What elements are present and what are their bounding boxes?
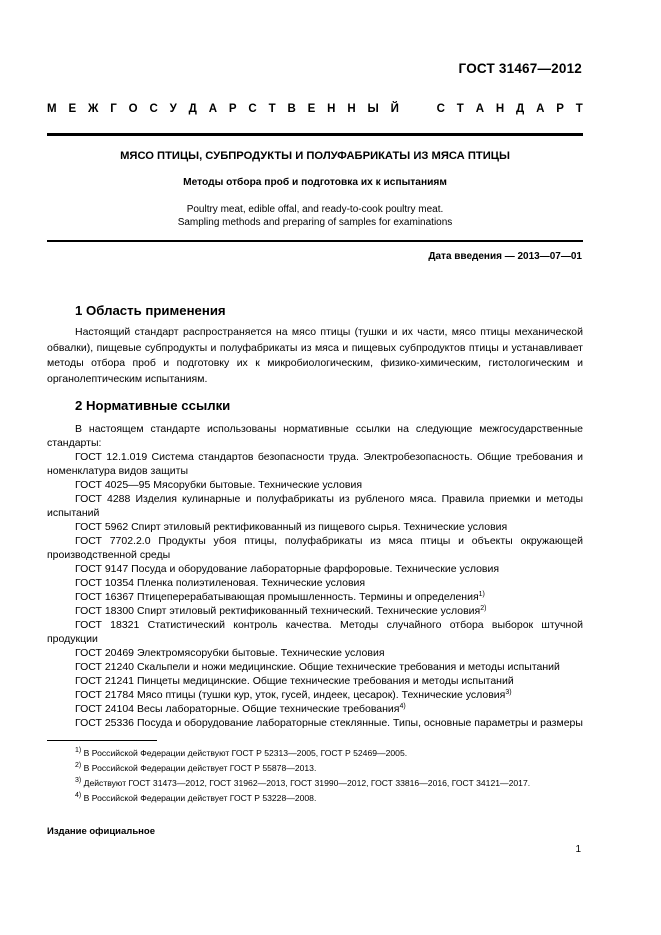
footnote-mark: 4) xyxy=(75,792,82,799)
reference-text: ГОСТ 4288 Изделия кулинарные и полуфабрикаты из рубленого мяса. Правила приемки и методы испытаний xyxy=(47,493,583,519)
footnote-mark: 4) xyxy=(399,703,406,710)
reference-item xyxy=(47,422,583,450)
banner-letter: Д xyxy=(516,103,525,115)
banner-letter: А xyxy=(208,103,218,115)
footnote-mark: 2) xyxy=(480,605,487,612)
banner-letter: Й xyxy=(390,103,399,115)
title-rule xyxy=(47,240,583,242)
banner-letter: Т xyxy=(575,103,583,115)
banner-letter: Р xyxy=(228,103,237,115)
banner-letter: Н xyxy=(327,103,336,115)
intro-date: Дата введения — 2013—07—01 xyxy=(428,251,582,262)
reference-item xyxy=(47,618,583,646)
reference-item xyxy=(47,478,583,492)
banner-letter: Д xyxy=(188,103,197,115)
reference-text: ГОСТ 16367 Птицеперерабатывающая промышленность. Термины и определения xyxy=(75,591,479,603)
reference-text: ГОСТ 25336 Посуда и оборудование лабораторные стеклянные. Типы, основные параметры и размеры xyxy=(75,717,583,729)
footnote-mark: 2) xyxy=(75,762,82,769)
footnote-item xyxy=(75,791,595,806)
footnote-mark: 1) xyxy=(478,591,485,598)
banner-letter: А xyxy=(536,103,545,115)
footnote-mark: 3) xyxy=(505,689,512,696)
banner-letter: О xyxy=(128,103,138,115)
reference-text: В настоящем стандарте использованы нормативные ссылки на следующие межгосударственные стандарты: xyxy=(47,423,583,449)
reference-item xyxy=(47,660,583,674)
reference-item xyxy=(47,450,583,478)
doc-subtitle: Методы отбора проб и подготовка их к испытаниям xyxy=(183,177,447,188)
banner-letter: А xyxy=(475,103,484,115)
banner-letter: Н xyxy=(347,103,356,115)
reference-item xyxy=(47,702,583,716)
footnote-text: В Российской Федерации действуют ГОСТ Р 52313—2005, ГОСТ Р 52469—2005. xyxy=(83,748,408,758)
section-heading-references: 2 Нормативные ссылки xyxy=(75,398,231,413)
banner-letter: Ж xyxy=(87,103,99,115)
banner-letter: Н xyxy=(495,103,505,115)
reference-item xyxy=(47,520,583,534)
reference-text: ГОСТ 21241 Пинцеты медицинские. Общие технические требования и методы испытаний xyxy=(75,675,514,687)
interstate-standard-banner xyxy=(47,103,583,115)
edition-note: Издание официальное xyxy=(47,826,155,837)
page-number: 1 xyxy=(575,844,581,855)
doc-title: МЯСО ПТИЦЫ, СУБПРОДУКТЫ И ПОЛУФАБРИКАТЫ ИЗ МЯСА ПТИЦЫ xyxy=(120,150,510,162)
footnote-mark: 1) xyxy=(75,747,82,754)
banner-letter: У xyxy=(169,103,177,115)
reference-text: ГОСТ 18300 Спирт этиловый ректификованный технический. Технические условия xyxy=(75,605,481,617)
footnote-text: В Российской Федерации действует ГОСТ Р 53228—2008. xyxy=(83,793,317,803)
reference-text: ГОСТ 12.1.019 Система стандартов безопасности труда. Электробезопасность. Общие требования и номенклатура видов защиты xyxy=(47,451,583,477)
footnotes xyxy=(75,746,595,806)
banner-letter: Т xyxy=(268,103,276,115)
references-list xyxy=(47,422,583,730)
banner-letter: С xyxy=(248,103,257,115)
reference-item xyxy=(47,492,583,520)
reference-text: ГОСТ 20469 Электромясорубки бытовые. Технические условия xyxy=(75,647,385,659)
banner-letter: Т xyxy=(456,103,464,115)
doc-title-english xyxy=(47,203,583,229)
reference-item xyxy=(47,688,583,702)
reference-text: ГОСТ 4025—95 Мясорубки бытовые. Технические условия xyxy=(75,479,363,491)
footnote-item xyxy=(75,761,595,776)
reference-item xyxy=(47,646,583,660)
reference-text: ГОСТ 21784 Мясо птицы (тушки кур, уток, гусей, индеек, цесарок). Технические условия xyxy=(75,689,506,701)
reference-item xyxy=(47,604,583,618)
reference-item xyxy=(47,590,583,604)
english-title-line1: Poultry meat, edible offal, and ready-to-cook poultry meat. xyxy=(186,204,444,215)
banner-letter: Г xyxy=(110,103,117,115)
scope-paragraph: Настоящий стандарт распространяется на мясо птицы (тушки и их части, мясо птицы механической обвалки), пищевые субпродукты и полуфабрикаты из мяса и пищевых субпродуктов птицы и устанавливает методы отбора проб и подготовку их к микробиологическим, физико-химическим, гистологическим и органолептическим испытаниям. xyxy=(47,326,583,386)
reference-item xyxy=(47,562,583,576)
reference-text: ГОСТ 24104 Весы лабораторные. Общие технические требования xyxy=(75,703,400,715)
footnote-mark: 3) xyxy=(75,777,82,784)
banner-letter: Р xyxy=(556,103,564,115)
banner-letter: С xyxy=(149,103,158,115)
banner-letter: Е xyxy=(68,103,77,115)
banner-letter: М xyxy=(47,103,57,115)
footnote-rule xyxy=(47,740,157,741)
reference-text: ГОСТ 10354 Пленка полиэтиленовая. Технические условия xyxy=(75,577,366,589)
banner-letter: Е xyxy=(307,103,316,115)
banner-letter: Ы xyxy=(367,103,379,115)
footnote-text: Действуют ГОСТ 31473—2012, ГОСТ 31962—2013, ГОСТ 31990—2012, ГОСТ 33816—2016, ГОСТ 34121—2017. xyxy=(83,778,531,788)
footnote-item xyxy=(75,776,595,791)
banner-gap xyxy=(411,103,425,115)
reference-text: ГОСТ 18321 Статистический контроль качества. Методы случайного отбора выборок штучной продукции xyxy=(47,619,583,645)
section-heading-scope: 1 Область применения xyxy=(75,303,226,318)
reference-item xyxy=(47,576,583,590)
reference-text: ГОСТ 7702.2.0 Продукты убоя птицы, полуфабрикаты из мяса птицы и объекты окружающей производственной среды xyxy=(47,535,583,561)
reference-item xyxy=(47,674,583,688)
banner-letter: В xyxy=(287,103,296,115)
header-rule xyxy=(47,133,583,136)
reference-text: ГОСТ 9147 Посуда и оборудование лабораторные фарфоровые. Технические условия xyxy=(75,563,500,575)
english-title-line2: Sampling methods and preparing of samples for examinations xyxy=(177,217,453,228)
reference-item xyxy=(47,534,583,562)
reference-text: ГОСТ 21240 Скальпели и ножи медицинские. Общие технические требования и методы испытаний xyxy=(75,661,560,673)
doc-code: ГОСТ 31467—2012 xyxy=(458,61,582,76)
footnote-text: В Российской Федерации действует ГОСТ Р 55878—2013. xyxy=(83,763,317,773)
reference-text: ГОСТ 5962 Спирт этиловый ректификованный из пищевого сырья. Технические условия xyxy=(75,521,508,533)
reference-item xyxy=(47,716,583,730)
footnote-item xyxy=(75,746,595,761)
banner-letter: С xyxy=(436,103,445,115)
